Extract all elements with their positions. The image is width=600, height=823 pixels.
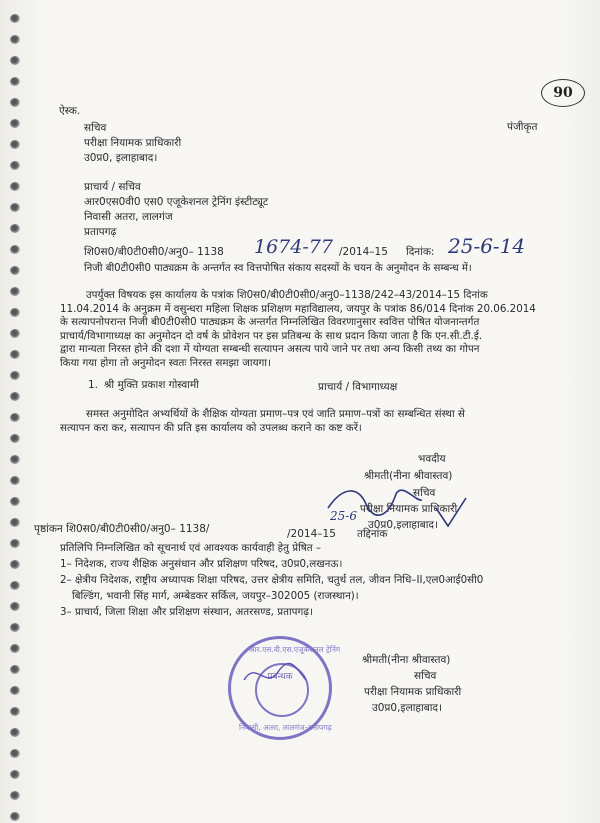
paragraph-1 [60, 289, 536, 371]
binder-hole [10, 455, 20, 464]
binder-hole [10, 56, 20, 65]
paragraph-1-line: किया गया होगा तो अनुमोदन स्वतः निरस्त समझा जायगा। [60, 356, 271, 369]
reference-handwritten: 1674-77 [254, 236, 333, 258]
binder-hole [10, 245, 20, 254]
copy-item-2-cont: बिल्डिंग, भवानी सिंह मार्ग, अम्बेडकर सर्किल, जयपुर–302005 (राजस्थान)। [72, 590, 359, 602]
date-handwritten: 25-6-14 [448, 234, 526, 258]
paragraph-1-line: द्वारा मान्यता निरस्त होने की दशा में योग्यता सम्बन्धी सत्यापन असत्य पाये जाने पर तथा अन्य किसी तथ्य का गोपन [60, 343, 480, 356]
binder-hole [10, 161, 20, 170]
seal-center-text: प्रबन्धक [267, 672, 293, 682]
binder-hole [10, 707, 20, 716]
copy-item-3: 3– प्राचार्य, जिला शिक्षा और प्रशिक्षण संस्थान, अतरसण्ड, प्रतापगढ़। [60, 606, 313, 618]
binder-hole [10, 287, 20, 296]
binder-hole [10, 182, 20, 191]
seal-signature-scribble [236, 650, 326, 710]
binder-hole [10, 35, 20, 44]
signer2-designation: सचिव [414, 670, 437, 682]
to-line-1: सचिव [84, 122, 107, 134]
signature-handwritten-date: 25-6 [330, 509, 357, 523]
binder-hole [10, 434, 20, 443]
binder-hole [10, 98, 20, 107]
copy-item-1: 1– निदेशक, राज्य शैक्षिक अनुसंधान और प्रशिक्षण परिषद, उ0प्र0,लखनऊ। [60, 558, 343, 570]
binder-hole [10, 623, 20, 632]
binder-hole [10, 686, 20, 695]
reference-number: शि0स0/बी0टी0सी0/अनु0– 1138 [84, 246, 224, 258]
binder-hole [10, 812, 20, 821]
copy-intro: प्रतिलिपि निम्नलिखित को सूचनार्थ एवं आवश्यक कार्यवाही हेतु प्रेषित – [60, 542, 322, 554]
binder-hole [10, 371, 20, 380]
signer2-place: उ0प्र0,इलाहाबाद। [372, 702, 442, 714]
binder-hole [10, 350, 20, 359]
date-label: दिनांक: [406, 246, 435, 258]
registered-label: पंजीकृत [507, 121, 538, 133]
binder-hole [10, 791, 20, 800]
binder-hole [10, 518, 20, 527]
closing-text: भवदीय [418, 453, 446, 465]
approved-number: 1. [88, 379, 99, 391]
copy-item-2: 2– क्षेत्रीय निदेशक, राष्ट्रीय अध्यापक शिक्षा परिषद, उत्तर क्षेत्रीय समिति, चतुर्थ तल, जीवन निधि–II,एल0आई0सी0 [60, 574, 484, 586]
recipient-line-3: निवासी अतरा, लालगंज [84, 211, 173, 223]
binder-hole [10, 224, 20, 233]
page-number: 90 [541, 79, 585, 107]
signer-name: श्रीमती(नीना श्रीवास्तव) [364, 470, 453, 482]
paragraph-2-line: समस्त अनुमोदित अभ्यर्थियों के शैक्षिक योग्यता प्रमाण–पत्र एवं जाति प्रमाण–पत्रों का सम्बन्धित संस्था से [86, 408, 465, 420]
binder-hole [10, 413, 20, 422]
binder-hole [10, 308, 20, 317]
binder-hole [10, 140, 20, 149]
signer2-office: परीक्षा नियामक प्राधिकारी [364, 686, 462, 698]
to-line-2: परीक्षा नियामक प्राधिकारी [84, 137, 182, 149]
recipient-line-4: प्रतापगढ़ [84, 226, 117, 238]
to-line-3: उ0प्र0, इलाहाबाद। [84, 152, 158, 164]
binder-hole [10, 539, 20, 548]
binder-hole [10, 203, 20, 212]
signer-office: परीक्षा नियामक प्राधिकारी [360, 503, 458, 515]
paragraph-2 [60, 408, 465, 435]
reference-year: /2014–15 [339, 246, 388, 258]
binder-hole [10, 770, 20, 779]
signer-designation: सचिव [413, 487, 436, 499]
binder-hole [10, 476, 20, 485]
binder-holes [10, 0, 30, 823]
subject-line: निजी बी0टी0सी0 पाठ्यक्रम के अन्तर्गत स्व वित्तपोषित संकाय सदस्यों के चयन के अनुमोदन के सम्बन्ध में। [84, 263, 472, 274]
copy-reference-year: /2014–15 [287, 528, 336, 540]
binder-hole [10, 392, 20, 401]
signer-place: उ0प्र0,इलाहाबाद। [368, 519, 438, 531]
seal-ring-text: आर.एस.वी.एस.एजूकेशनल ट्रेनिंग [249, 645, 341, 654]
paragraph-1-line: 11.04.2014 के अनुक्रम में वसुन्धरा महिला शिक्षक प्रशिक्षण महाविद्यालय, जयपुर के पत्रांक 86/014 दिनांक 20.06.2014 [60, 302, 536, 315]
paragraph-1-line: उपर्युक्त विषयक इस कार्यालय के पत्रांक शि0स0/बी0टी0सी0/अनु0–1138/242–43/2014–15 दिनांक [86, 289, 488, 301]
copy-label: ऐस्क. [59, 105, 81, 117]
recipient-line-1: प्राचार्य / सचिव [84, 181, 141, 193]
binder-hole [10, 266, 20, 275]
binder-hole [10, 749, 20, 758]
binder-hole [10, 77, 20, 86]
binder-hole [10, 665, 20, 674]
binder-hole [10, 14, 20, 23]
binder-hole [10, 560, 20, 569]
binder-hole [10, 644, 20, 653]
binder-hole [10, 497, 20, 506]
seal-bottom-text: निवासी, अतरा, लालगंज–प्रतापगढ़ [239, 723, 332, 732]
binder-hole [10, 728, 20, 737]
paragraph-2-line: सत्यापन करा कर, सत्यापन की प्रति इस कार्यालय को उपलब्ध कराने का कष्ट करें। [60, 421, 362, 434]
binder-hole [10, 329, 20, 338]
recipient-line-2: आर0एस0वी0 एस0 एजूकेशनल ट्रेनिंग इंस्टीट्यूट [84, 196, 269, 208]
paragraph-1-line: प्राचार्य/विभागाध्यक्ष का अनुमोदन दो वर्ष के प्रोवेशन पर इस प्रतिबन्ध के साथ प्रदान किया जाता है कि एन.सी.टी.ई. [60, 329, 483, 342]
paragraph-1-line: के सत्यापनोपरान्त निजी बी0टी0सी0 पाठ्यक्रम के अन्तर्गत निम्नलिखित विवरणानुसार स्ववित्त पोषित योजनान्तर्गत [60, 316, 480, 329]
copy-reference: पृष्ठांकन शि0स0/बी0टी0सी0/अनु0– 1138/ [34, 523, 210, 535]
approved-post: प्राचार्य / विभागाध्यक्ष [318, 381, 398, 393]
binder-hole [10, 581, 20, 590]
signer2-name: श्रीमती(नीना श्रीवास्तव) [362, 654, 451, 666]
binder-hole [10, 119, 20, 128]
copy-reference-date: तद्दिनांक [357, 528, 388, 540]
approved-name: श्री मुक्ति प्रकाश गोस्वामी [104, 379, 199, 391]
binder-hole [10, 602, 20, 611]
